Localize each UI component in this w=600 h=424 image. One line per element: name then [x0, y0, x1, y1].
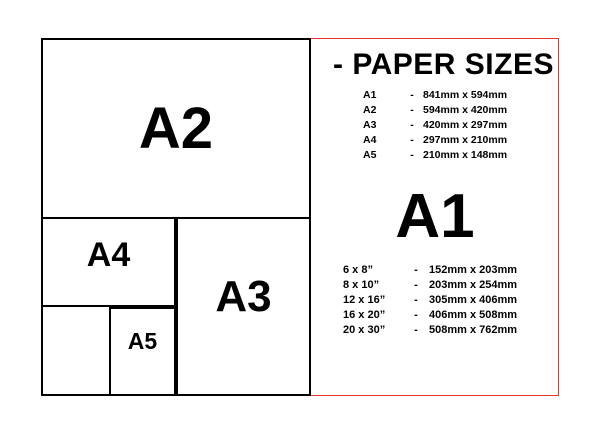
size-name: 20 x 30” [343, 323, 386, 336]
size-name: A1 [363, 88, 377, 101]
table-row [363, 132, 507, 147]
a2-label: A2 [138, 96, 214, 161]
table-row [343, 322, 517, 337]
size-name: A2 [363, 103, 377, 116]
size-dimensions: 152mm x 203mm [429, 263, 518, 276]
size-dimensions: 420mm x 297mm [423, 118, 508, 131]
size-dimensions: 297mm x 210mm [423, 133, 508, 146]
table-row [343, 277, 517, 292]
table-row [363, 102, 507, 117]
size-dash: - [414, 323, 418, 336]
size-dash: - [410, 103, 414, 116]
size-dimensions: 508mm x 762mm [429, 323, 518, 336]
a4-label: A4 [86, 236, 131, 274]
a5-label: A5 [127, 328, 158, 354]
size-name: 12 x 16” [343, 293, 386, 306]
table-row [343, 307, 517, 322]
size-dimensions: 210mm x 148mm [423, 148, 508, 161]
size-dash: - [410, 148, 414, 161]
table-row [363, 117, 507, 132]
legend-panel [311, 38, 559, 396]
size-dimensions: 203mm x 254mm [429, 278, 518, 291]
a3-label: A3 [215, 272, 272, 321]
size-name: A4 [363, 133, 377, 146]
table-row [363, 87, 507, 102]
size-dimensions: 841mm x 594mm [423, 88, 508, 101]
size-dash: - [410, 133, 414, 146]
size-dash: - [414, 278, 418, 291]
table-row [343, 292, 517, 307]
size-dimensions: 594mm x 420mm [423, 103, 508, 116]
table-row [363, 147, 507, 162]
size-dash: - [410, 118, 414, 131]
size-dash: - [414, 263, 418, 276]
featured-size-label: A1 [395, 182, 475, 251]
size-name: 8 x 10” [343, 278, 380, 291]
size-dash: - [410, 88, 414, 101]
imperial-size-table [343, 262, 517, 337]
size-name: A3 [363, 118, 377, 131]
size-name: 16 x 20” [343, 308, 386, 321]
size-dash: - [414, 308, 418, 321]
table-row [343, 262, 517, 277]
size-dash: - [414, 293, 418, 306]
panel-title: - PAPER SIZES [333, 48, 554, 81]
size-dimensions: 305mm x 406mm [429, 293, 518, 306]
size-dimensions: 406mm x 508mm [429, 308, 518, 321]
metric-size-table [363, 87, 507, 162]
size-name: A5 [363, 148, 377, 161]
size-name: 6 x 8” [343, 263, 373, 276]
